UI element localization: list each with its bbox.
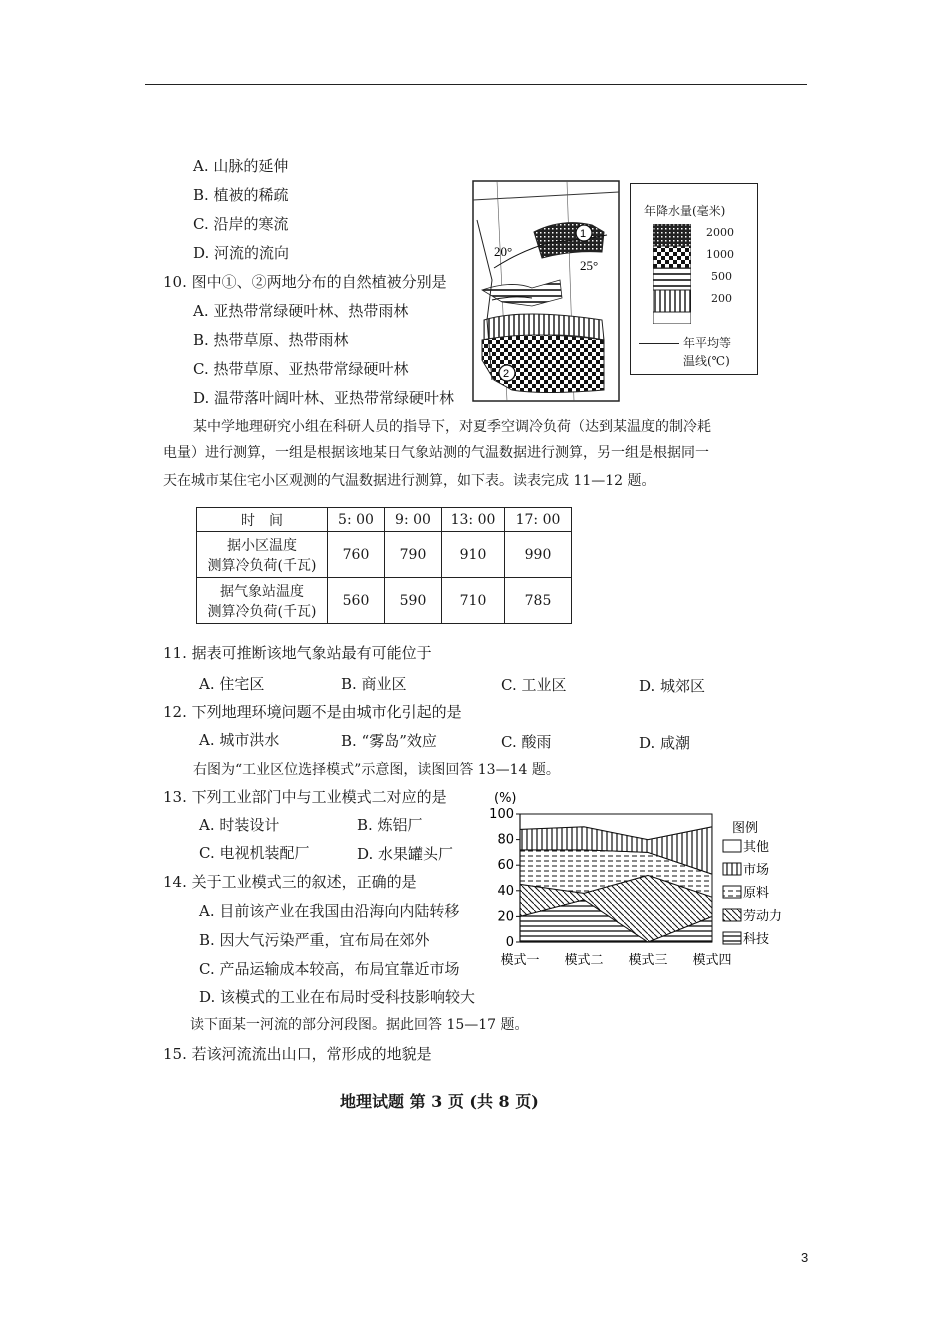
chart-legend-title: 图例 <box>732 821 759 836</box>
q9-option-b: B. 植被的稀疏 <box>193 186 289 204</box>
map-label-20: 20° <box>494 244 513 259</box>
q12-stem: 12. 下列地理环境问题不是由城市化引起的是 <box>163 703 462 721</box>
q12-option-a: A. 城市洪水 <box>199 731 280 749</box>
legend-swatch <box>723 909 741 921</box>
chart-legend <box>723 839 782 947</box>
legend-swatch <box>723 863 741 875</box>
legend-2000: 2000 <box>706 226 734 239</box>
legend-500: 500 <box>711 270 732 283</box>
y-tick-label: 60 <box>497 858 514 874</box>
q12-option-b: B. “雾岛”效应 <box>341 732 437 750</box>
q13-option-a: A. 时装设计 <box>199 816 280 834</box>
map-marker-1: 1 <box>580 228 587 240</box>
isotherm-label-1: 年平均等 <box>683 336 732 350</box>
table-cell: 760 <box>328 532 385 578</box>
row-label-line2: 测算冷负荷(千瓦) <box>207 603 317 620</box>
q13-option-d: D. 水果罐头厂 <box>357 845 454 863</box>
legend-200: 200 <box>711 292 732 305</box>
header-rule <box>145 84 807 85</box>
table-cell: 910 <box>442 532 505 578</box>
legend-swatch <box>723 886 741 898</box>
q9-option-a: A. 山脉的延伸 <box>193 157 289 175</box>
table-row <box>197 578 572 624</box>
q13-stem: 13. 下列工业部门中与工业模式二对应的是 <box>163 788 447 806</box>
q12-option-c: C. 酸雨 <box>501 733 552 751</box>
isotherm-line-sample <box>639 343 679 344</box>
q11-option-a: A. 住宅区 <box>199 675 265 693</box>
q10-stem: 10. 图中①、②两地分布的自然植被分别是 <box>163 273 447 291</box>
table-header-col: 9: 00 <box>385 508 442 532</box>
legend-label: 市场 <box>743 863 770 878</box>
q15-stem: 15. 若该河流流出山口，常形成的地貌是 <box>163 1045 432 1063</box>
table-header-time: 时 间 <box>197 508 328 532</box>
legend-swatch <box>723 932 741 944</box>
row-label-line1: 据小区温度 <box>227 537 297 554</box>
q10-option-c: C. 热带草原、亚热带常绿硬叶林 <box>193 360 409 378</box>
map-legend <box>630 183 758 375</box>
q13-option-c: C. 电视机装配厂 <box>199 844 310 862</box>
y-tick-label: 80 <box>497 832 514 848</box>
q14-stem: 14. 关于工业模式三的叙述，正确的是 <box>163 873 417 891</box>
y-tick-label: 100 <box>489 807 514 822</box>
legend-label: 科技 <box>743 932 770 947</box>
legend-swatches <box>653 224 691 324</box>
industry-location-chart <box>480 784 800 974</box>
x-tick-label: 模式三 <box>628 953 668 968</box>
row-label-line1: 据气象站温度 <box>220 583 304 600</box>
table-cell: 710 <box>442 578 505 624</box>
table-header-col: 5: 00 <box>328 508 385 532</box>
q10-option-d: D. 温带落叶阔叶林、亚热带常绿硬叶林 <box>193 389 455 407</box>
table-row-label <box>197 578 328 624</box>
chart-areas <box>520 814 712 942</box>
table-header-col: 17: 00 <box>505 508 572 532</box>
q11-stem: 11. 据表可推断该地气象站最有可能位于 <box>163 644 432 662</box>
table-header-row <box>197 508 572 532</box>
map-label-25: 25° <box>580 258 599 273</box>
intro-11-12-line3: 天在城市某住宅小区观测的气温数据进行测算，如下表。读表完成 11—12 题。 <box>163 473 656 489</box>
legend-1000: 1000 <box>706 248 734 261</box>
q11-option-b: B. 商业区 <box>341 675 407 693</box>
table-cell: 785 <box>505 578 572 624</box>
table-cell: 790 <box>385 532 442 578</box>
y-tick-label: 0 <box>505 935 514 950</box>
legend-label: 劳动力 <box>743 909 783 924</box>
q9-option-c: C. 沿岸的寒流 <box>193 215 289 233</box>
q14-option-b: B. 因大气污染严重，宜布局在郊外 <box>199 931 430 949</box>
x-tick-label: 模式四 <box>692 953 732 968</box>
row-label-line2: 测算冷负荷(千瓦) <box>207 557 317 574</box>
table-row-label <box>197 532 328 578</box>
q14-option-c: C. 产品运输成本较高，布局宜靠近市场 <box>199 960 460 978</box>
q14-option-a: A. 目前该产业在我国由沿海向内陆转移 <box>199 902 460 920</box>
intro-11-12-line2: 电量）进行测算，一组是根据该地某日气象站测的气温数据进行测算，另一组是根据同一 <box>163 445 709 461</box>
q10-option-a: A. 亚热带常绿硬叶林、热带雨林 <box>193 302 409 320</box>
table-cell: 990 <box>505 532 572 578</box>
q13-option-b: B. 炼铝厂 <box>357 816 423 834</box>
page-number: 3 <box>801 1250 809 1265</box>
legend-title: 年降水量(毫米) <box>644 204 726 218</box>
legend-swatch <box>723 840 741 852</box>
legend-label: 其他 <box>743 840 770 855</box>
q9-option-d: D. 河流的流向 <box>193 244 290 262</box>
x-tick-label: 模式一 <box>500 953 540 968</box>
x-tick-label: 模式二 <box>564 953 604 968</box>
legend-label: 原料 <box>743 886 770 901</box>
intro-13-14: 右图为“工业区位选择模式”示意图，读图回答 13—14 题。 <box>193 762 560 778</box>
intro-15-17: 读下面某一河流的部分河段图。据此回答 15—17 题。 <box>190 1017 529 1033</box>
q14-option-d: D. 该模式的工业在布局时受科技影响较大 <box>199 988 476 1006</box>
q11-option-d: D. 城郊区 <box>639 677 706 695</box>
isotherm-label-2: 温线(℃) <box>683 354 730 368</box>
vegetation-map <box>472 180 620 402</box>
table-cell: 560 <box>328 578 385 624</box>
y-tick-label: 20 <box>497 909 514 925</box>
intro-11-12-line1: 某中学地理研究小组在科研人员的指导下，对夏季空调冷负荷（达到某温度的制冷耗 <box>193 419 711 435</box>
table-row <box>197 532 572 578</box>
q12-option-d: D. 咸潮 <box>639 734 691 752</box>
q11-option-c: C. 工业区 <box>501 676 567 694</box>
table-cell: 590 <box>385 578 442 624</box>
table-header-col: 13: 00 <box>442 508 505 532</box>
y-tick-label: 40 <box>497 883 514 899</box>
cooling-load-table <box>196 507 572 624</box>
chart-ylabel: (%) <box>494 791 517 806</box>
page-footer: 地理试题 第 3 页 (共 8 页) <box>340 1092 539 1111</box>
q10-option-b: B. 热带草原、热带雨林 <box>193 331 349 349</box>
map-marker-2: 2 <box>503 368 510 380</box>
